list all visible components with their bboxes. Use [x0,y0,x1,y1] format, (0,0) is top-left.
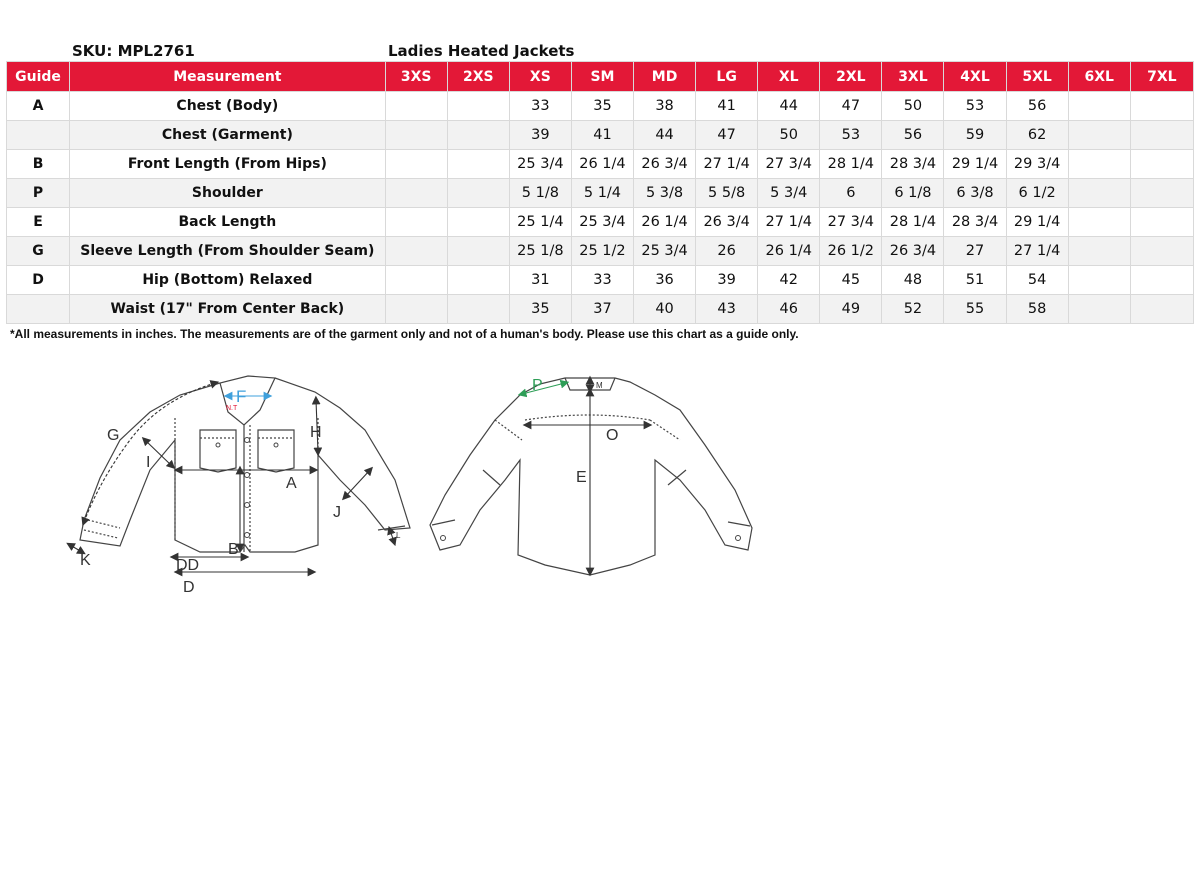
size-value-cell: 28 3/4 [882,150,944,179]
measurement-cell: Shoulder [70,179,386,208]
size-value-cell [447,266,509,295]
label-d: D [183,579,195,596]
size-value-cell: 53 [944,92,1006,121]
size-value-cell [447,121,509,150]
column-header: SM [571,62,633,92]
size-value-cell [1068,237,1130,266]
size-value-cell [1130,121,1193,150]
size-chart-table [6,61,1194,324]
guide-cell: G [7,237,70,266]
size-value-cell: 39 [509,121,571,150]
column-header: 3XL [882,62,944,92]
size-value-cell: 5 5/8 [696,179,758,208]
size-value-cell: 35 [571,92,633,121]
size-value-cell: 27 [944,237,1006,266]
size-value-cell: 27 1/4 [758,208,820,237]
size-value-cell: 55 [944,295,1006,324]
footnote: *All measurements in inches. The measurements are of the garment only and not of a human's body. Please use this chart as a guide only. [10,327,799,341]
label-l: L [396,531,401,540]
size-value-cell: 36 [634,266,696,295]
size-value-cell: 50 [758,121,820,150]
table-row [7,92,1194,121]
size-value-cell: 44 [634,121,696,150]
column-header: Guide [7,62,70,92]
size-value-cell [1130,208,1193,237]
size-value-cell [447,92,509,121]
size-value-cell [447,208,509,237]
column-header: 3XS [385,62,447,92]
size-value-cell: 42 [758,266,820,295]
measurement-cell: Chest (Body) [70,92,386,121]
size-value-cell: 26 [696,237,758,266]
size-value-cell [1068,150,1130,179]
size-value-cell [447,237,509,266]
size-value-cell: 45 [820,266,882,295]
size-value-cell: 5 1/4 [571,179,633,208]
jacket-measurement-diagram [0,360,1200,620]
column-header: Measurement [70,62,386,92]
size-value-cell [447,179,509,208]
label-b: B [228,541,239,558]
size-value-cell: 49 [820,295,882,324]
label-j: J [333,504,341,521]
guide-cell: P [7,179,70,208]
size-value-cell: 40 [634,295,696,324]
size-value-cell: 56 [1006,92,1068,121]
size-value-cell: 38 [634,92,696,121]
measurement-cell: Front Length (From Hips) [70,150,386,179]
size-value-cell: 25 1/2 [571,237,633,266]
column-header: LG [696,62,758,92]
size-value-cell: 50 [882,92,944,121]
size-value-cell: 47 [696,121,758,150]
table-row [7,295,1194,324]
size-value-cell: 53 [820,121,882,150]
label-nt: N.T [226,405,238,412]
label-m: M [596,381,603,390]
size-value-cell [1130,295,1193,324]
label-e: E [576,469,587,486]
heading-bar [0,42,1200,60]
size-value-cell: 29 3/4 [1006,150,1068,179]
size-value-cell: 62 [1006,121,1068,150]
label-h: H [310,424,322,441]
label-dd: DD [176,557,200,574]
size-value-cell: 26 1/4 [571,150,633,179]
table-row [7,179,1194,208]
size-value-cell [1130,179,1193,208]
label-a: A [286,475,297,492]
size-value-cell [385,179,447,208]
size-value-cell: 26 3/4 [882,237,944,266]
size-value-cell: 6 1/2 [1006,179,1068,208]
size-value-cell [1068,266,1130,295]
size-value-cell: 41 [696,92,758,121]
chart-title: Ladies Heated Jackets [388,42,575,60]
size-value-cell: 6 3/8 [944,179,1006,208]
size-value-cell: 26 1/4 [758,237,820,266]
label-g: G [107,427,120,444]
back-labels [532,377,618,486]
size-value-cell [385,266,447,295]
size-value-cell: 26 1/4 [634,208,696,237]
size-value-cell [385,92,447,121]
size-value-cell: 28 3/4 [944,208,1006,237]
size-value-cell: 6 [820,179,882,208]
size-value-cell: 25 3/4 [509,150,571,179]
size-value-cell: 59 [944,121,1006,150]
size-value-cell: 51 [944,266,1006,295]
size-value-cell: 33 [509,92,571,121]
measurement-cell: Back Length [70,208,386,237]
table-header-row [7,62,1194,92]
label-i: I [146,454,151,471]
size-value-cell [447,295,509,324]
size-value-cell: 26 1/2 [820,237,882,266]
size-value-cell: 37 [571,295,633,324]
table-row [7,237,1194,266]
label-k: K [80,552,91,569]
column-header: XL [758,62,820,92]
size-value-cell [1130,237,1193,266]
table-row [7,208,1194,237]
size-value-cell: 58 [1006,295,1068,324]
size-value-cell: 44 [758,92,820,121]
label-o: O [606,427,619,444]
size-value-cell [1130,92,1193,121]
size-value-cell: 27 3/4 [820,208,882,237]
size-value-cell: 31 [509,266,571,295]
size-value-cell: 27 1/4 [1006,237,1068,266]
size-value-cell [385,150,447,179]
measurement-cell: Hip (Bottom) Relaxed [70,266,386,295]
guide-cell [7,295,70,324]
guide-cell: E [7,208,70,237]
measurement-cell: Waist (17" From Center Back) [70,295,386,324]
size-value-cell: 5 3/4 [758,179,820,208]
column-header: 2XL [820,62,882,92]
column-header: 6XL [1068,62,1130,92]
size-value-cell [447,150,509,179]
size-value-cell: 52 [882,295,944,324]
size-value-cell: 25 3/4 [634,237,696,266]
size-value-cell: 39 [696,266,758,295]
size-value-cell: 5 3/8 [634,179,696,208]
size-value-cell: 54 [1006,266,1068,295]
size-value-cell [1068,208,1130,237]
size-value-cell: 25 3/4 [571,208,633,237]
size-value-cell: 56 [882,121,944,150]
label-f: F [236,387,247,406]
table-row [7,121,1194,150]
column-header: MD [634,62,696,92]
size-value-cell: 35 [509,295,571,324]
size-value-cell: 27 1/4 [696,150,758,179]
label-p: P [532,377,543,394]
size-value-cell: 46 [758,295,820,324]
size-value-cell [385,121,447,150]
guide-cell [7,121,70,150]
size-value-cell [1130,150,1193,179]
size-value-cell: 27 3/4 [758,150,820,179]
size-value-cell [1068,92,1130,121]
column-header: 2XS [447,62,509,92]
table-row [7,266,1194,295]
measurement-cell: Chest (Garment) [70,121,386,150]
size-value-cell: 26 3/4 [696,208,758,237]
size-value-cell [1068,121,1130,150]
size-value-cell: 25 1/8 [509,237,571,266]
size-value-cell: 5 1/8 [509,179,571,208]
column-header: 4XL [944,62,1006,92]
front-jacket-buttons [216,438,278,538]
size-value-cell: 41 [571,121,633,150]
size-value-cell [385,295,447,324]
measurement-cell: Sleeve Length (From Shoulder Seam) [70,237,386,266]
size-value-cell: 47 [820,92,882,121]
size-value-cell: 6 1/8 [882,179,944,208]
table-row [7,150,1194,179]
size-value-cell [385,237,447,266]
guide-cell: D [7,266,70,295]
size-value-cell [1130,266,1193,295]
size-value-cell [1068,295,1130,324]
column-header: XS [509,62,571,92]
size-value-cell: 26 3/4 [634,150,696,179]
size-value-cell [385,208,447,237]
guide-cell: A [7,92,70,121]
size-value-cell: 29 1/4 [1006,208,1068,237]
guide-cell: B [7,150,70,179]
sku-label: SKU: MPL2761 [72,42,195,60]
size-value-cell: 28 1/4 [882,208,944,237]
size-value-cell: 25 1/4 [509,208,571,237]
column-header: 7XL [1130,62,1193,92]
column-header: 5XL [1006,62,1068,92]
size-value-cell: 43 [696,295,758,324]
size-value-cell [1068,179,1130,208]
size-value-cell: 28 1/4 [820,150,882,179]
back-jacket-drawing [430,378,752,575]
size-value-cell: 48 [882,266,944,295]
size-value-cell: 29 1/4 [944,150,1006,179]
size-value-cell: 33 [571,266,633,295]
